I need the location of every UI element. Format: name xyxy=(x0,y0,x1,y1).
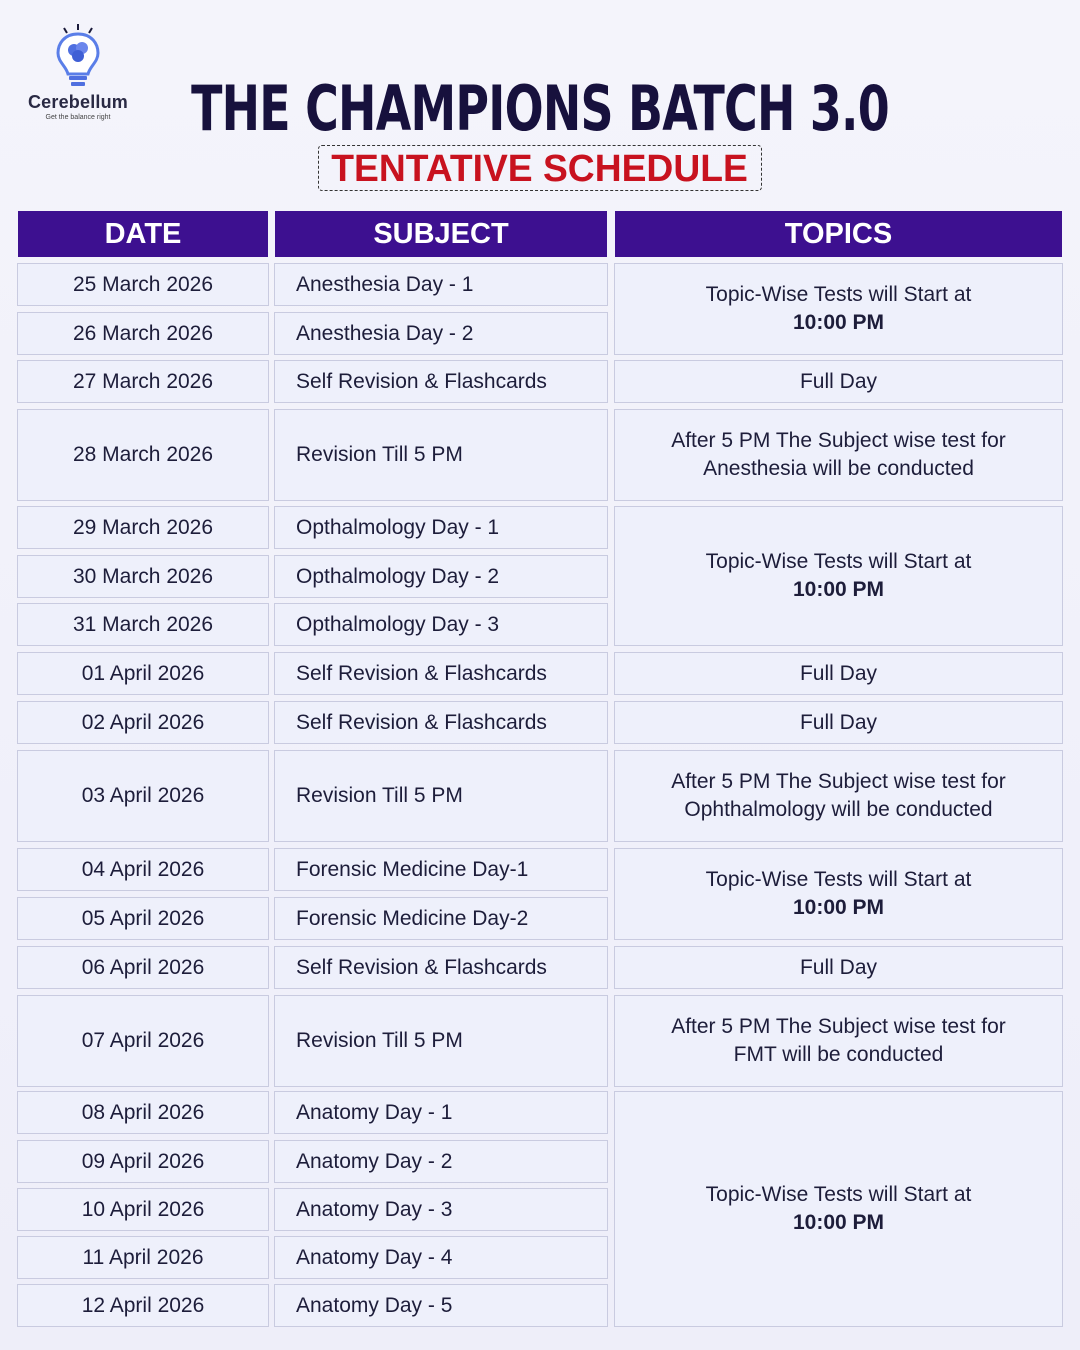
topic-cell xyxy=(614,750,1063,842)
date-cell: 30 March 2026 xyxy=(17,555,269,598)
date-cell: 10 April 2026 xyxy=(17,1188,269,1231)
subject-cell: Self Revision & Flashcards xyxy=(274,701,608,744)
topic-time: 10:00 PM xyxy=(792,1211,885,1234)
page-title: THE CHAMPIONS BATCH 3.0 xyxy=(191,72,889,145)
date-cell: 29 March 2026 xyxy=(17,506,269,549)
subtitle-box xyxy=(318,145,762,191)
date-cell: 05 April 2026 xyxy=(17,897,269,940)
topic-line: Topic-Wise Tests will Start at xyxy=(705,283,972,306)
subject-cell: Self Revision & Flashcards xyxy=(274,360,608,403)
topic-line: Full Day xyxy=(799,955,878,979)
subject-cell: Anesthesia Day - 1 xyxy=(274,263,608,306)
brand-tagline: Get the balance right xyxy=(45,114,111,121)
topic-line: Full Day xyxy=(799,661,878,685)
column-header-topics: TOPICS xyxy=(615,211,1062,257)
topic-line: After 5 PM The Subject wise test for xyxy=(671,770,1006,793)
date-cell: 31 March 2026 xyxy=(17,603,269,646)
topic-line: Ophthalmology will be conducted xyxy=(684,798,993,821)
date-cell: 11 April 2026 xyxy=(17,1236,269,1279)
subject-cell: Revision Till 5 PM xyxy=(274,409,608,501)
topic-time: 10:00 PM xyxy=(792,578,885,601)
subject-cell: Anesthesia Day - 2 xyxy=(274,312,608,355)
topic-line: Topic-Wise Tests will Start at xyxy=(705,868,972,891)
date-cell: 07 April 2026 xyxy=(17,995,269,1087)
brand-name: Cerebellum xyxy=(27,92,129,112)
date-cell: 02 April 2026 xyxy=(17,701,269,744)
subject-cell: Anatomy Day - 5 xyxy=(274,1284,608,1327)
subject-cell: Forensic Medicine Day-1 xyxy=(274,848,608,891)
column-header-subject: SUBJECT xyxy=(275,211,607,257)
topic-line: Topic-Wise Tests will Start at xyxy=(705,1183,972,1206)
topic-line: Topic-Wise Tests will Start at xyxy=(705,550,972,573)
subject-cell: Self Revision & Flashcards xyxy=(274,652,608,695)
subject-cell: Self Revision & Flashcards xyxy=(274,946,608,989)
topic-time: 10:00 PM xyxy=(792,311,885,334)
topic-cell xyxy=(614,506,1063,646)
date-cell: 01 April 2026 xyxy=(17,652,269,695)
subject-cell: Opthalmology Day - 3 xyxy=(274,603,608,646)
subject-cell: Anatomy Day - 3 xyxy=(274,1188,608,1231)
lightbulb-brain-icon xyxy=(48,22,108,90)
date-cell: 08 April 2026 xyxy=(17,1091,269,1134)
date-cell: 03 April 2026 xyxy=(17,750,269,842)
date-cell: 26 March 2026 xyxy=(17,312,269,355)
topic-time: 10:00 PM xyxy=(792,896,885,919)
date-cell: 04 April 2026 xyxy=(17,848,269,891)
topic-cell xyxy=(614,360,1063,403)
subject-cell: Anatomy Day - 1 xyxy=(274,1091,608,1134)
date-cell: 06 April 2026 xyxy=(17,946,269,989)
topic-cell xyxy=(614,409,1063,501)
topic-line: Full Day xyxy=(799,710,878,734)
brand-logo xyxy=(18,22,138,132)
topic-line: Anesthesia will be conducted xyxy=(703,457,974,480)
subject-cell: Forensic Medicine Day-2 xyxy=(274,897,608,940)
topic-line: After 5 PM The Subject wise test for xyxy=(671,429,1006,452)
topic-line: Full Day xyxy=(799,369,878,393)
column-header-date: DATE xyxy=(18,211,268,257)
subject-cell: Anatomy Day - 2 xyxy=(274,1140,608,1183)
topic-cell xyxy=(614,701,1063,744)
topic-cell xyxy=(614,946,1063,989)
date-cell: 25 March 2026 xyxy=(17,263,269,306)
topic-cell xyxy=(614,652,1063,695)
subject-cell: Opthalmology Day - 2 xyxy=(274,555,608,598)
topic-cell xyxy=(614,848,1063,940)
subject-cell: Opthalmology Day - 1 xyxy=(274,506,608,549)
date-cell: 28 March 2026 xyxy=(17,409,269,501)
topic-cell xyxy=(614,263,1063,355)
topic-line: After 5 PM The Subject wise test for xyxy=(671,1015,1006,1038)
page-subtitle: TENTATIVE SCHEDULE xyxy=(331,148,749,190)
topic-cell xyxy=(614,995,1063,1087)
subject-cell: Revision Till 5 PM xyxy=(274,750,608,842)
date-cell: 27 March 2026 xyxy=(17,360,269,403)
subject-cell: Anatomy Day - 4 xyxy=(274,1236,608,1279)
date-cell: 12 April 2026 xyxy=(17,1284,269,1327)
topic-line: FMT will be conducted xyxy=(733,1043,944,1066)
subject-cell: Revision Till 5 PM xyxy=(274,995,608,1087)
date-cell: 09 April 2026 xyxy=(17,1140,269,1183)
topic-cell xyxy=(614,1091,1063,1327)
